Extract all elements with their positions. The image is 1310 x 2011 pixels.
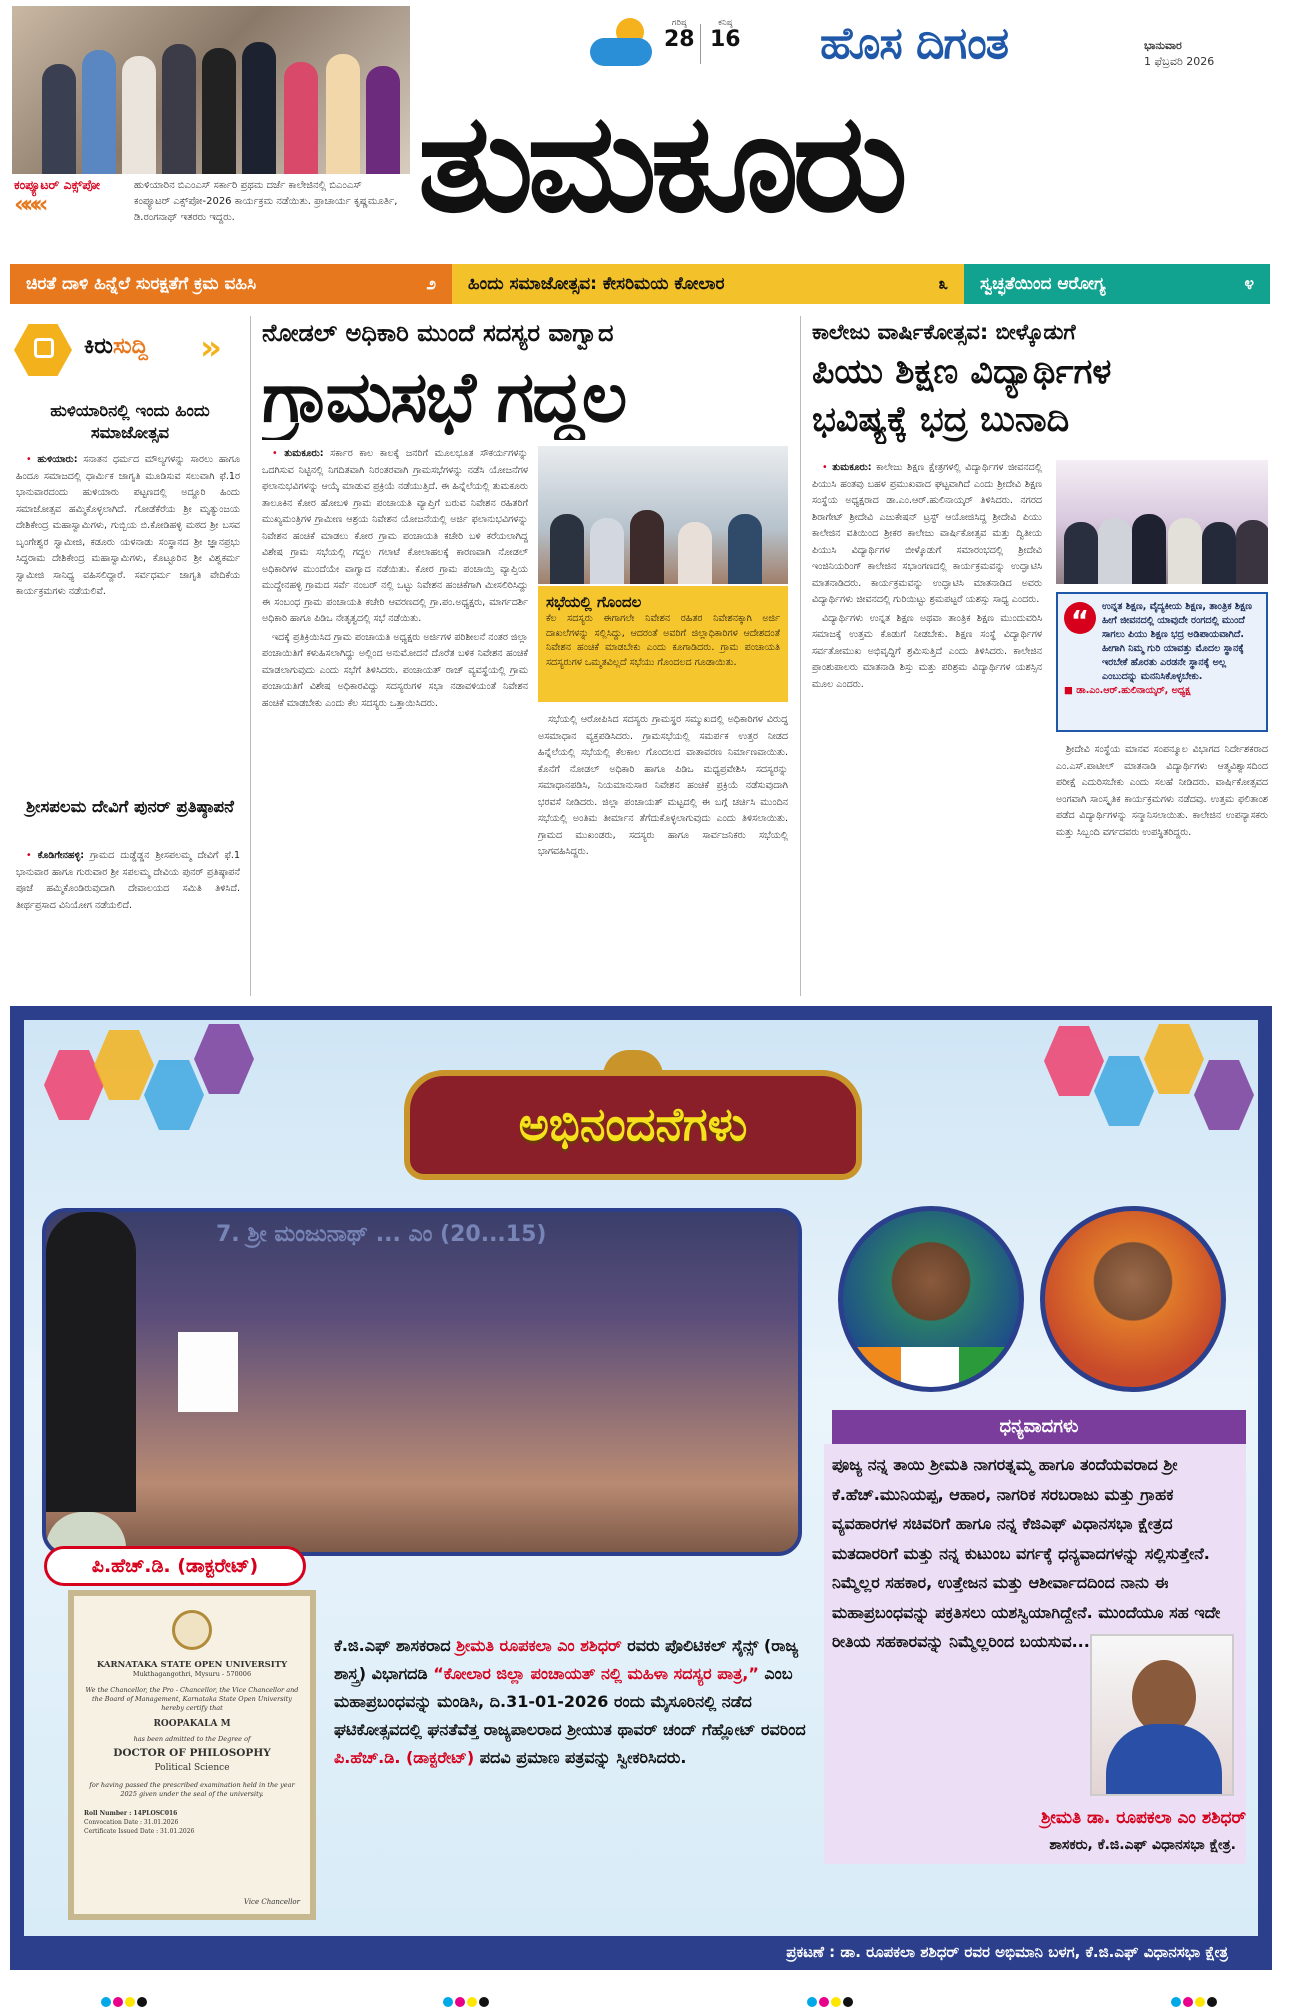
- brand-logo: ಹೊಸ ದಿಗಂತ: [820, 18, 1009, 69]
- teaser-photo: [12, 6, 410, 174]
- chevron-right-icon: »: [200, 328, 222, 368]
- thanks-body: ಪೂಜ್ಯ ನನ್ನ ತಾಯಿ ಶ್ರೀಮತಿ ನಾಗರತ್ನಮ್ಮ ಹಾಗೂ ತಂದೆಯವರಾದ ಶ್ರೀ ಕೆ.ಹೆಚ್.ಮುನಿಯಪ್ಪ, ಆಹಾರ, ನಾಗರಿಕ ಸರಬರಾಜು ಮತ್ತು ಗ್ರಾಹಕ ವ್ಯವಹಾರಗಳ ಸಚಿವರಿಗೆ ಹಾಗೂ ನನ್ನ ಕೆಜಿಎಫ್ ವಿಧಾನಸಭಾ ಕ್ಷೇತ್ರದ ಮತದಾರರಿಗೆ ಮತ್ತು ನನ್ನ ಕುಟುಂಬ ವರ್ಗಕ್ಕೆ ಧನ್ಯವಾದಗಳನ್ನು ಸಲ್ಲಿಸುತ್ತೇನೆ. ನಿಮ್ಮೆಲ್ಲರ ಸಹಕಾರ, ಉತ್ತೇಜನ ಮತ್ತು ಆಶೀರ್ವಾದದಿಂದ ನಾನು ಈ ಮಹಾಪ್ರಬಂಧವನ್ನು ಪಕ್ರತಿಸಲು ಯಶಸ್ವಿಯಾಗಿದ್ದೇನೆ. ಮುಂದೆಯೂ ಸಹ ಇದೇ ರೀತಿಯ ಸಹಕಾರವನ್ನು ನಿಮ್ಮೆಲ್ಲರಿಂದ ಬಯಸುವ...: [832, 1455, 1221, 1651]
- signatory-role: ಶಾಸಕರು, ಕೆ.ಜಿ.ಎಫ್ ವಿಧಾನಸಭಾ ಕ್ಷೇತ್ರ.: [1049, 1837, 1236, 1853]
- college-body-col2: ಶ್ರೀದೇವಿ ಸಂಸ್ಥೆಯ ಮಾನವ ಸಂಪನ್ಮೂಲ ವಿಭಾಗದ ನಿರ್ದೇಶಕರಾದ ಎಂ.ಎಸ್.ಪಾಟೀಲ್ ಮಾತನಾಡಿ ವಿದ್ಯಾರ್ಥಿಗಳು ಆತ್ಮವಿಶ್ವಾಸದಿಂದ ಪರೀಕ್ಷೆ ಎದುರಿಸಬೇಕು ಎಂದು ಸಲಹೆ ನೀಡಿದರು. ವಾರ್ಷಿಕೋತ್ಸವದ ಅಂಗವಾಗಿ ಸಾಂಸ್ಕೃತಿಕ ಕಾರ್ಯಕ್ರಮಗಳು ನಡೆದವು. ಉತ್ತಮ ಫಲಿತಾಂಶ ಪಡೆದ ವಿದ್ಯಾರ್ಥಿಗಳನ್ನು ಸನ್ಮಾನಿಸಲಾಯಿತು. ಕಾಲೇಜಿನ ಉಪನ್ಯಾಸಕರು ಮತ್ತು ಸಿಬ್ಬಂದಿ ವರ್ಗದವರು ಉಪಸ್ಥಿತರಿದ್ದರು.: [1056, 744, 1268, 838]
- gramasabha-body-col1: • ತುಮಕೂರು: ಸರ್ಕಾರ ಕಾಲ ಕಾಲಕ್ಕೆ ಜನರಿಗೆ ಮೂಲಭೂತ ಸೌಕರ್ಯಗಳನ್ನು ಒದಗಿಸುವ ನಿಟ್ಟಿನಲ್ಲಿ ನಿಗದಿತವಾಗಿ ನಿರಂತರವಾಗಿ ಗ್ರಾಮಸಭೆಗಳನ್ನು ನಡೆಸಿ ಯೋಜನೆಗಳ ಫಲಾನುಭವಿಗಳನ್ನು ಆಯ್ಕೆ ಮಾಡುವ ಪ್ರಕ್ರಿಯೆ ನಡೆಯುತ್ತಿದೆ. ಈ ಹಿನ್ನೆಲೆಯಲ್ಲಿ ತುಮಕೂರು ತಾಲೂಕಿನ ಕೋರ ಹೋಬಳಿ ಗ್ರಾಮ ಪಂಚಾಯತಿ ವ್ಯಾಪ್ತಿಗೆ ಬರುವ ನಿವೇಶನ ರಹಿತರಿಗೆ ಮುಖ್ಯಮಂತ್ರಿಗಳ ಗ್ರಾಮೀಣ ಆಶ್ರಯ ನಿವೇಶನ ಯೋಜನೆಯಲ್ಲಿ ಅರ್ಜಿ ಫಲಾನುಭವಿಗಳನ್ನು ನಿವೇಶನ ಹಂಚಿಕೆ ಮಾಡಲು ಕೋರ ಗ್ರಾಮ ಪಂಚಾಯತಿ ಕಚೇರಿ ಬಳಿ ಕರೆಯಲಾಗಿದ್ದ ವಿಶೇಷ ಗ್ರಾಮ ಸಭೆಯಲ್ಲಿ ಗದ್ದಲ ಗಲಾಟೆ ಕೋಲಾಹಲಕ್ಕೆ ಕಾರಣವಾಗಿ ನೋಡಲ್ ಅಧಿಕಾರಿಗಳ ಮುಂದೆಯೇ ವಾಗ್ವಾದ ನಡೆಯಿತು. ಕೋರ ಗ್ರಾಮ ಪಂಚಾಯ್ತಿ ವ್ಯಾಪ್ತಿಯ ಮುದ್ದೇನಹಳ್ಳಿ ಗ್ರಾಮದ ಸರ್ವೆ ನಂಬರ್ ನಲ್ಲಿ ಒಟ್ಟು ನಿವೇಶನ ಹಂಚಿಕೆಗಾಗಿ ಮೀಸಲಿರಿಸಿದ್ದು ಈ ಸಂಬಂಧ ಗ್ರಾಮ ಪಂಚಾಯತಿ ಕಚೇರಿ ಆವರಣದಲ್ಲಿ ಗ್ರಾ.ಪಂ.ಅಧ್ಯಕ್ಷರು, ಮಾರ್ಗದರ್ಶಿ ಅಧಿಕಾರಿ ಹಾಗೂ ಪಿಡಿಒ ನೇತೃತ್ವದಲ್ಲಿ ಸಭೆ ನಡೆಯಿತು. ಇದಕ್ಕೆ ಪ್ರತಿಕ್ರಿಯಿಸಿದ ಗ್ರಾಮ ಪಂಚಾಯತಿ ಅಧ್ಯಕ್ಷರು ಅರ್ಜಿಗಳ ಪರಿಶೀಲನೆ ನಂತರ ಜಿಲ್ಲಾ ಪಂಚಾಯಿತಿಗೆ ಕಳುಹಿಸಲಾಗಿದ್ದು ಅಲ್ಲಿಂದ ಅನುಮೋದನೆ ದೊರೆತ ಬಳಿಕ ನಿವೇಶನ ಹಂಚಿಕೆ ಮಾಡಲಾಗುವುದು ಎಂದು ಸಭೆಗೆ ತಿಳಿಸಿದರು. ಪಂಚಾಯತ್ ರಾಜ್ ವ್ಯವಸ್ಥೆಯಲ್ಲಿ ಗ್ರಾಮ ಪಂಚಾಯತಿಗೆ ವಿಶೇಷ ಅಧಿಕಾರವಿದ್ದು ಸದಸ್ಯರುಗಳ ಸಭಾ ನಡಾವಳಿಯಂತೆ ನಿವೇಶನ ಹಂಚಿಕೆ ಮಾಡಬೇಕು ಎಂದು ಕೆಲ ಸದಸ್ಯರು ಒತ್ತಾಯಿಸಿದರು.: [262, 448, 528, 709]
- ad-banner: ಅಭಿನಂದನೆಗಳು: [404, 1070, 862, 1180]
- promo-strip: [10, 264, 1270, 304]
- ad-footer: ಪ್ರಕಟಣೆ : ಡಾ. ರೂಪಕಲಾ ಶಶಿಧರ್ ರವರ ಅಭಿಮಾನಿ ಬಳಗ, ಕೆ.ಜಿ.ಎಫ್ ವಿಧಾನಸಭಾ ಕ್ಷೇತ್ರ: [24, 1936, 1258, 1968]
- college-headline: ಪಿಯು ಶಿಕ್ಷಣ ವಿದ್ಯಾರ್ಥಿಗಳ ಭವಿಷ್ಯಕ್ಕೆ ಭದ್ರ ಬುನಾದಿ: [812, 352, 1112, 440]
- portrait-mother: [1040, 1206, 1226, 1392]
- kirusuddi-item1-title: ಹುಳಿಯಾರಿನಲ್ಲಿ ಇಂದು ಹಿಂದು ಸಮಾಜೋತ್ಸವ: [50, 401, 210, 442]
- phd-certificate: KARNATAKA STATE OPEN UNIVERSITY Mukthagangothri, Mysuru - 570006 We the Chancellor, the Pro - Chancellor, the Vice Chancellor and the Board of Management, Karnataka State Open University hereby certify that ROOPAKALA M has been admitted to the Degree of DOCTOR OF PHILOSOPHY Political Science for having passed the prescribed examination held in the year 2025 given under the seal of the university. Roll Number : 14PLOSC016 Convocation Date : 31.01.2026 Certificate Issued Date : 31.01.2026 Vice Chancellor: [68, 1590, 316, 1920]
- teaser-label: ಕಂಪ್ಯೂಟರ್ ಎಕ್ಸ್‌ಪೋ «««: [14, 176, 124, 242]
- college-body-col1: • ತುಮಕೂರು: ಕಾಲೇಜು ಶಿಕ್ಷಣ ಕ್ಷೇತ್ರಗಳಲ್ಲಿ ವಿದ್ಯಾರ್ಥಿಗಳ ಜೀವನದಲ್ಲಿ ಪಿಯುಸಿ ಹಂತವು ಬಹಳ ಪ್ರಮುಖವಾದ ಘಟ್ಟವಾಗಿದೆ ಎಂದು ಶ್ರೀದೇವಿ ಶಿಕ್ಷಣ ಸಂಸ್ಥೆಯ ಅಧ್ಯಕ್ಷರಾದ ಡಾ.ಎಂ.ಆರ್.ಹುಲಿನಾಯ್ಕರ್ ತಿಳಿಸಿದರು. ನಗರದ ಶಿರಾಗೇಟ್ ಶ್ರೀದೇವಿ ಎಜುಕೇಷನ್ ಟ್ರಸ್ಟ್ ಆಯೋಜಿಸಿದ್ದ ಶ್ರೀದೇವಿ ಪಿಯು ಕಾಲೇಜಿನ ವತಿಯಿಂದ ಶ್ರೀಕರ ಕಾಲೇಜು ವಾರ್ಷಿಕೋತ್ಸವ ಮತ್ತು ದ್ವಿತೀಯ ಪಿಯುಸಿ ವಿದ್ಯಾರ್ಥಿಗಳ ಬೀಳ್ಕೊಡುಗೆ ಸಮಾರಂಭದಲ್ಲಿ ಶ್ರೀದೇವಿ ಇಂಜಿನಿಯರಿಂಗ್ ಕಾಲೇಜಿನ ಸಭಾಂಗಣದಲ್ಲಿ ಕಾರ್ಯಕ್ರಮವನ್ನು ಉದ್ಘಾಟಿಸಿ ಮಾತನಾಡಿದರು. ಕಾರ್ಯಕ್ರಮವನ್ನು ಉದ್ಘಾಟಿಸಿ ಮಾತನಾಡಿದ ಅವರು ವಿದ್ಯಾರ್ಥಿಗಳು ಜೀವನದಲ್ಲಿ ಗುರಿಯಿಟ್ಟು ಶ್ರಮಪಟ್ಟರೆ ಯಶಸ್ಸು ಸಾಧ್ಯ ಎಂದರು. ವಿದ್ಯಾರ್ಥಿಗಳು ಉನ್ನತ ಶಿಕ್ಷಣ ಅಥವಾ ತಾಂತ್ರಿಕ ಶಿಕ್ಷಣ ಮುಂದುವರಿಸಿ ಸಮಾಜಕ್ಕೆ ಉತ್ತಮ ಕೊಡುಗೆ ನೀಡಬೇಕು. ಶಿಕ್ಷಣ ಸಂಸ್ಥೆ ವಿದ್ಯಾರ್ಥಿಗಳ ಸರ್ವತೋಮುಖ ಅಭಿವೃದ್ಧಿಗೆ ಶ್ರಮಿಸುತ್ತಿದೆ ಎಂದು ತಿಳಿಸಿದರು. ಕಾಲೇಜಿನ ಪ್ರಾಂಶುಪಾಲರು ಮಾತನಾಡಿ ಶಿಸ್ತು ಮತ್ತು ಪರಿಶ್ರಮ ವಿದ್ಯಾರ್ಥಿಗಳ ಯಶಸ್ಸಿನ ಮೂಲ ಎಂದರು.: [812, 462, 1042, 690]
- edition-title: ತುಮಕೂರು: [418, 85, 902, 243]
- registration-marks: [0, 1992, 1310, 2008]
- gramasabha-box: ಸಭೆಯಲ್ಲಿ ಗೊಂದಲ ಕೆಲ ಸದಸ್ಯರು ಈಗಾಗಲೇ ನಿವೇಶನ ರಹಿತರ ನಿವೇಶನಕ್ಕಾಗಿ ಅರ್ಜಿ ದಾಖಲೆಗಳನ್ನು ಸಲ್ಲಿಸಿದ್ದು, ಆದರಂತೆ ಅವರಿಗೆ ಜಿಲ್ಲಾಧಿಕಾರಿಗಳ ಆದೇಶದಂತೆ ನಿವೇಶನ ಹಂಚಿಕೆ ಮಾಡಬೇಕು ಎಂದು ಕೂಗಾಡಿದರು. ಗ್ರಾಮ ಪಂಚಾಯತಿ ಸದಸ್ಯರುಗಳ ಒಮ್ಮತವಿಲ್ಲದೆ ಸಭೆಯು ಗೊಂದಲದ ಗೂಡಾಯಿತು.: [538, 586, 788, 702]
- kirusuddi-item2-body: • ಕೊಡಿಗೇನಹಳ್ಳಿ: ಗ್ರಾಮದ ದುಡ್ಡೆಡ್ಡನ ಶ್ರೀಸಪಲಮ್ಮ ದೇವಿಗೆ ಫೆ.1 ಭಾನುವಾರ ಹಾಗೂ ಗುರುವಾರ ಶ್ರೀ ಸಪಲಮ್ಮ ದೇವಿಯ ಪುನರ್ ಪ್ರತಿಷ್ಠಾಪನೆ ಪೂಜೆ ಹಮ್ಮಿಕೊಂಡಿರುವುದಾಗಿ ದೇವಾಲಯದ ಸಮಿತಿ ತಿಳಿಸಿದೆ. ತೀರ್ಥಪ್ರಸಾದ ವಿನಿಯೋಗ ನಡೆಯಲಿದೆ.: [16, 850, 240, 911]
- chevron-left-icon: «««: [14, 190, 43, 218]
- column-divider: [800, 316, 801, 996]
- strip-item-2[interactable]: ಹಿಂದು ಸಮಾಜೋತ್ಸವ: ಕೇಸರಿಮಯ ಕೋಲಾರ ೩: [452, 264, 964, 304]
- gramasabha-kicker: ನೋಡಲ್ ಅಧಿಕಾರಿ ಮುಂದೆ ಸದಸ್ಯರ ವಾಗ್ವಾದ: [262, 319, 614, 347]
- masthead-date: ಭಾನುವಾರ 1 ಫೆಬ್ರವರಿ 2026: [1144, 39, 1215, 68]
- strip-item-3[interactable]: ಸ್ವಚ್ಛತೆಯಿಂದ ಆರೋಗ್ಯ ೪: [964, 264, 1270, 304]
- phd-label: ಪಿ.ಹೆಚ್‌.ಡಿ. (ಡಾಕ್ಟರೇಟ್): [44, 1546, 306, 1586]
- teaser-text: ಹುಳಿಯಾರಿನ ಬಿಎಂಎಸ್ ಸರ್ಕಾರಿ ಪ್ರಥಮ ದರ್ಜೆ ಕಾಲೇಜಿನಲ್ಲಿ ಬಿಎಂಎಸ್ ಕಂಪ್ಯೂಟರ್ ಎಕ್ಸ್‌ಪೋ-2026 ಕಾರ್ಯಕ್ರಮ ನಡೆಯಿತು. ಪ್ರಾಚಾರ್ಯ ಕೃಷ್ಣಮೂರ್ತಿ, ಡಿ.ರಂಗನಾಥ್ ಇತರರು ಇದ್ದರು.: [134, 180, 398, 223]
- gramasabha-headline: ಗ್ರಾಮಸಭೆ ಗದ್ದಲ: [262, 356, 626, 438]
- kirusuddi-logo: ಕಿರುಸುದ್ದಿ »: [14, 322, 234, 378]
- ad-main-text: ಕೆ.ಜಿ.ಎಫ್ ಶಾಸಕರಾದ ಶ್ರೀಮತಿ ರೂಪಕಲಾ ಎಂ ಶಶಿಧರ್ ರವರು ಪೊಲಿಟಿಕಲ್ ಸೈನ್ಸ್ (ರಾಜ್ಯ ಶಾಸ್ತ್ರ) ವಿಭಾಗದಡಿ “ಕೋಲಾರ ಜಿಲ್ಲಾ ಪಂಚಾಯತ್ ನಲ್ಲಿ ಮಹಿಳಾ ಸದಸ್ಯರ ಪಾತ್ರ,” ಎಂಬ ಮಹಾಪ್ರಬಂಧವನ್ನು ಮಂಡಿಸಿ, ದಿ.31-01-2026 ರಂದು ಮೈಸೂರಿನಲ್ಲಿ ನಡೆದ ಘಟಿಕೋತ್ಸವದಲ್ಲಿ ಘನತೆವೆತ್ತ ರಾಜ್ಯಪಾಲರಾದ ಶ್ರೀಯುತ ಥಾವರ್ ಚಂದ್ ಗೆಹ್ಲೋಟ್ ರವರಿಂದ ಪಿ.ಹೆಚ್‌.ಡಿ. (ಡಾಕ್ಟರೇಟ್) ಪದವಿ ಪ್ರಮಾಣ ಪತ್ರವನ್ನು ಸ್ವೀಕರಿಸಿದರು.: [334, 1636, 806, 1767]
- university-seal-icon: [172, 1610, 212, 1650]
- kirusuddi-item2-title: ಶ್ರೀಸಪಲಮ ದೇವಿಗೆ ಪುನರ್ ಪ್ರತಿಷ್ಠಾಪನೆ: [26, 797, 234, 816]
- quote-icon: “: [1064, 602, 1096, 634]
- cloud-icon: [590, 38, 652, 66]
- weather-widget: ಗರಿಷ್ಠ 28 ಕನಿಷ್ಠ 16: [590, 14, 770, 76]
- ceremony-photo: 7. ಶ್ರೀ ಮಂಜುನಾಥ್ ... ಎಂ (20...15): [42, 1208, 802, 1556]
- signatory-name: ಶ್ರೀಮತಿ ಡಾ. ರೂಪಕಲಾ ಎಂ ಶಶಿಧರ್: [1040, 1808, 1246, 1828]
- college-photo: [1056, 460, 1268, 584]
- thanks-title: ಧನ್ಯವಾದಗಳು: [832, 1410, 1246, 1444]
- gramasabha-photo: [538, 446, 788, 584]
- column-divider: [250, 316, 251, 996]
- strip-item-1[interactable]: ಚಿರತೆ ದಾಳಿ ಹಿನ್ನೆಲೆ ಸುರಕ್ಷತೆಗೆ ಕ್ರಮ ವಹಿಸಿ ೨: [10, 264, 452, 304]
- gramasabha-body-col2: ಸಭೆಯಲ್ಲಿ ಆರೋಪಿಸಿದ ಸದಸ್ಯರು ಗ್ರಾಮಸ್ಥರ ಸಮ್ಮುಖದಲ್ಲಿ ಅಧಿಕಾರಿಗಳ ವಿರುದ್ಧ ಅಸಮಾಧಾನ ವ್ಯಕ್ತಪಡಿಸಿದರು. ಗ್ರಾಮಸಭೆಯಲ್ಲಿ ಸಮರ್ಪಕ ಉತ್ತರ ನೀಡದ ಹಿನ್ನೆಲೆಯಲ್ಲಿ ಸಭೆಯಲ್ಲಿ ಕೆಲಕಾಲ ಗೊಂದಲದ ವಾತಾವರಣ ನಿರ್ಮಾಣವಾಯಿತು. ಕೊನೆಗೆ ನೋಡಲ್ ಅಧಿಕಾರಿ ಹಾಗೂ ಪಿಡಿಒ ಮಧ್ಯಪ್ರವೇಶಿಸಿ ಸದಸ್ಯರನ್ನು ಸಮಾಧಾನಪಡಿಸಿ, ನಿಯಮಾನುಸಾರ ನಿವೇಶನ ಹಂಚಿಕೆ ಪ್ರಕ್ರಿಯೆ ನಡೆಸುವುದಾಗಿ ಭರವಸೆ ನೀಡಿದರು. ಜಿಲ್ಲಾ ಪಂಚಾಯತ್ ಮಟ್ಟದಲ್ಲಿ ಈ ಬಗ್ಗೆ ಚರ್ಚಿಸಿ ಮುಂದಿನ ಸಭೆಯಲ್ಲಿ ಅಂತಿಮ ತೀರ್ಮಾನ ತೆಗೆದುಕೊಳ್ಳಲಾಗುವುದು ಎಂದು ತಿಳಿಸಲಾಯಿತು. ಗ್ರಾಮದ ಮುಖಂಡರು, ಸದಸ್ಯರು ಹಾಗೂ ಸಾರ್ವಜನಿಕರು ಸಭೆಯಲ್ಲಿ ಭಾಗವಹಿಸಿದ್ದರು.: [538, 714, 788, 857]
- college-quote: “ ಉನ್ನತ ಶಿಕ್ಷಣ, ವೈದ್ಯಕೀಯ ಶಿಕ್ಷಣ, ತಾಂತ್ರಿಕ ಶಿಕ್ಷಣ ಹೀಗೆ ಜೀವನದಲ್ಲಿ ಯಾವುದೇ ರಂಗದಲ್ಲಿ ಮುಂದೆ ಸಾಗಲು ಪಿಯು ಶಿಕ್ಷಣ ಭದ್ರ ಅಡಿಪಾಯವಾಗಿದೆ. ಹೀಗಾಗಿ ನಿಮ್ಮ ಗುರಿ ಯಾವತ್ತು ಮೊದಲ ಸ್ಥಾನಕ್ಕೆ ಇರಬೇಕೆ ಹೊರತು ಎರಡನೇ ಸ್ಥಾನಕ್ಕೆ ಅಲ್ಲ ಎಂಬುದನ್ನು ಮನನಿಸಿಕೊಳ್ಳಬೇಕು. ■ ಡಾ.ಎಂ.ಆರ್.ಹುಲಿನಾಯ್ಕರ್, ಅಧ್ಯಕ್ಷ: [1056, 592, 1268, 732]
- kirusuddi-item1-body: • ಹುಳಿಯಾರು: ಸನಾತನ ಧರ್ಮದ ಮೌಲ್ಯಗಳನ್ನು ಸಾರಲು ಹಾಗೂ ಹಿಂದೂ ಸಮಾಜದಲ್ಲಿ ಧಾರ್ಮಿಕ ಜಾಗೃತಿ ಮೂಡಿಸುವ ಸಲುವಾಗಿ ಫೆ.1ರ ಭಾನುವಾರದಂದು ಹುಳಿಯಾರು ಪಟ್ಟಣದಲ್ಲಿ ಅದ್ದೂರಿ ಹಿಂದು ಸಮಾಜೋತ್ಸವ ಹಮ್ಮಿಕೊಳ್ಳಲಾಗಿದೆ. ಗೋಡೆಕೆರೆಯ ಶ್ರೀ ಮೃತ್ಯುಂಜಯ ದೇಶಿಕೇಂದ್ರ ಮಹಾಸ್ವಾಮಿಗಳು, ಗುಬ್ಬಿಯ ಬಿ.ಕೋಡಿಹಳ್ಳಿ ಮಠದ ಶ್ರೀ ಬಸವ ಬೃಂಗೇಶ್ವರ ಸ್ವಾಮೀಜಿ, ಕಡೂರು ಯಳನಾಡು ಸಂಸ್ಥಾನದ ಶ್ರೀ ಜ್ಞಾನಪ್ರಭು ಸಿದ್ಧರಾಮ ದೇಶಿಕೇಂದ್ರ ಮಹಾಸ್ವಾಮಿಗಳು, ಕೊಟ್ಟೂರಿನ ಶ್ರೀ ವಿಶ್ವಕರ್ಮ ಸ್ವಾಮೀಜಿ ಸಾನಿಧ್ಯ ವಹಿಸಲಿದ್ದಾರೆ. ಸರ್ವಧರ್ಮ ಜಾಗೃತಿ ವೇದಿಕೆಯ ಕಾರ್ಯಕ್ರಮಗಳು ನಡೆಯಲಿವೆ.: [16, 454, 240, 597]
- college-kicker: ಕಾಲೇಜು ವಾರ್ಷಿಕೋತ್ಸವ: ಬೀಳ್ಕೊಡುಗೆ: [812, 320, 1076, 344]
- portrait-father: [838, 1206, 1024, 1392]
- signatory-photo: [1090, 1634, 1234, 1796]
